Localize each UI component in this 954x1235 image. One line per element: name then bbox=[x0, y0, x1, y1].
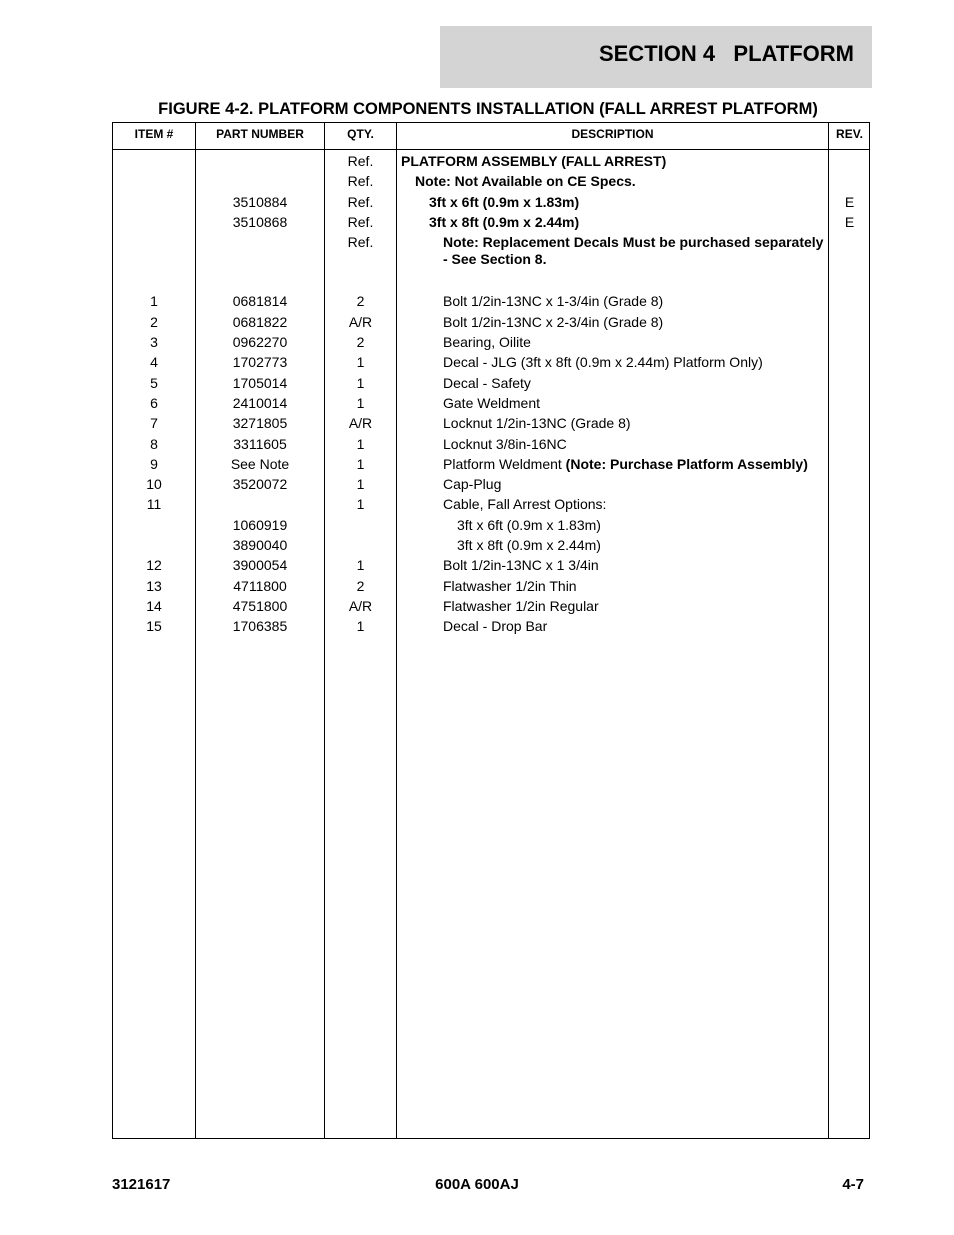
description: Note: Not Available on CE Specs. bbox=[415, 173, 636, 190]
part-number: 3510884 bbox=[232, 193, 288, 210]
table-row bbox=[113, 453, 869, 473]
description: Bolt 1/2in-13NC x 1 3/4in bbox=[443, 557, 599, 574]
item-number: 15 bbox=[146, 618, 162, 635]
table-row bbox=[113, 271, 869, 290]
table-row bbox=[113, 311, 869, 331]
table-row bbox=[113, 290, 869, 310]
quantity: 1 bbox=[356, 496, 365, 513]
description: Cable, Fall Arrest Options: bbox=[443, 496, 607, 513]
description: 3ft x 6ft (0.9m x 1.83m) bbox=[429, 193, 580, 210]
table-row bbox=[113, 575, 869, 595]
footer-document-number: 3121617 bbox=[112, 1176, 171, 1193]
part-number: 3520072 bbox=[232, 476, 288, 493]
table-row bbox=[113, 473, 869, 493]
quantity: 1 bbox=[356, 394, 365, 411]
header-rev: REV. bbox=[836, 127, 863, 141]
part-number: 3271805 bbox=[232, 415, 288, 432]
quantity: 1 bbox=[356, 476, 365, 493]
description: Bolt 1/2in-13NC x 2-3/4in (Grade 8) bbox=[443, 313, 664, 330]
footer-page-number: 4-7 bbox=[842, 1176, 864, 1193]
quantity: 1 bbox=[356, 557, 365, 574]
item-number: 1 bbox=[150, 293, 158, 310]
description: Flatwasher 1/2in Regular bbox=[443, 597, 599, 614]
description: Decal - Safety bbox=[443, 374, 531, 391]
description: 3ft x 8ft (0.9m x 2.44m) bbox=[429, 213, 580, 230]
quantity: 2 bbox=[356, 334, 365, 351]
quantity: Ref. bbox=[347, 213, 374, 230]
description: Flatwasher 1/2in Thin bbox=[443, 577, 577, 594]
section-title: SECTION 4 PLATFORM bbox=[598, 41, 854, 66]
part-number: 3311605 bbox=[233, 435, 287, 452]
table-row bbox=[113, 514, 869, 534]
item-number: 12 bbox=[146, 557, 162, 574]
quantity: 1 bbox=[356, 374, 365, 391]
item-number: 2 bbox=[150, 313, 158, 330]
table-row bbox=[113, 493, 869, 513]
quantity: 2 bbox=[356, 577, 365, 594]
quantity: A/R bbox=[348, 313, 373, 330]
description: 3ft x 8ft (0.9m x 2.44m) bbox=[457, 537, 601, 554]
item-number: 8 bbox=[150, 435, 158, 452]
table-row bbox=[113, 191, 869, 211]
item-number: 7 bbox=[150, 415, 158, 432]
header-part-number: PART NUMBER bbox=[216, 127, 304, 141]
quantity: 1 bbox=[356, 618, 365, 635]
table-row bbox=[113, 534, 869, 554]
part-number: 3900054 bbox=[232, 557, 288, 574]
description: Locknut 1/2in-13NC (Grade 8) bbox=[443, 415, 631, 432]
revision: E bbox=[844, 193, 855, 210]
part-number: 0681822 bbox=[232, 313, 288, 330]
part-number: 1702773 bbox=[232, 354, 288, 371]
description: Locknut 3/8in-16NC bbox=[443, 435, 567, 452]
quantity: A/R bbox=[348, 597, 373, 614]
figure-title: FIGURE 4-2. PLATFORM COMPONENTS INSTALLATION (FALL ARREST PLATFORM) bbox=[158, 100, 818, 118]
part-number: 1706385 bbox=[232, 618, 288, 635]
part-number: See Note bbox=[230, 455, 290, 472]
description bbox=[443, 456, 828, 473]
header-qty: QTY. bbox=[347, 127, 374, 141]
section-banner bbox=[440, 26, 872, 88]
item-number: 9 bbox=[150, 455, 158, 472]
part-number: 0962270 bbox=[232, 334, 288, 351]
table-body bbox=[113, 150, 869, 636]
description: PLATFORM ASSEMBLY (FALL ARREST) bbox=[401, 153, 667, 169]
description-note: (Note: Purchase Platform Assembly) bbox=[565, 455, 808, 472]
item-number: 14 bbox=[146, 597, 162, 614]
table-row bbox=[113, 231, 869, 271]
table-row bbox=[113, 595, 869, 615]
item-number: 6 bbox=[150, 394, 158, 411]
quantity: 1 bbox=[356, 435, 365, 452]
table-row bbox=[113, 433, 869, 453]
description: Bolt 1/2in-13NC x 1-3/4in (Grade 8) bbox=[443, 293, 664, 310]
part-number: 3890040 bbox=[232, 537, 288, 554]
part-number: 0681814 bbox=[232, 293, 288, 310]
quantity: Ref. bbox=[347, 234, 374, 251]
header-description: DESCRIPTION bbox=[571, 127, 654, 141]
item-number: 5 bbox=[150, 374, 158, 391]
description-text: Platform Weldment bbox=[443, 455, 566, 472]
header-item: ITEM # bbox=[134, 127, 174, 141]
table-row bbox=[113, 211, 869, 231]
quantity: Ref. bbox=[347, 153, 374, 169]
table-row bbox=[113, 331, 869, 351]
part-number: 1060919 bbox=[232, 516, 288, 533]
description: Note: Replacement Decals Must be purchased separately - See Section 8. bbox=[443, 234, 824, 268]
part-number: 3510868 bbox=[232, 213, 288, 230]
description: 3ft x 6ft (0.9m x 1.83m) bbox=[457, 516, 601, 533]
description: Gate Weldment bbox=[443, 394, 541, 411]
parts-table bbox=[112, 122, 870, 1139]
description: Cap-Plug bbox=[443, 476, 502, 493]
quantity: 1 bbox=[356, 455, 365, 472]
quantity: Ref. bbox=[347, 193, 374, 210]
part-number: 2410014 bbox=[232, 394, 288, 411]
quantity: 1 bbox=[356, 354, 365, 371]
part-number: 4751800 bbox=[232, 597, 288, 614]
quantity: Ref. bbox=[347, 173, 374, 190]
quantity: 2 bbox=[356, 293, 365, 310]
table-row bbox=[113, 170, 869, 190]
description: Decal - Drop Bar bbox=[443, 618, 548, 635]
table-row bbox=[113, 615, 869, 635]
revision: E bbox=[844, 213, 855, 230]
table-row bbox=[113, 412, 869, 432]
table-header bbox=[113, 123, 869, 150]
description: Decal - JLG (3ft x 8ft (0.9m x 2.44m) Platform Only) bbox=[443, 354, 763, 371]
description: Bearing, Oilite bbox=[443, 334, 531, 351]
footer-model: 600A 600AJ bbox=[435, 1176, 519, 1193]
item-number: 10 bbox=[146, 476, 162, 493]
item-number: 11 bbox=[146, 496, 162, 513]
table-row bbox=[113, 372, 869, 392]
table-row bbox=[113, 351, 869, 371]
item-number: 13 bbox=[146, 577, 162, 594]
quantity: A/R bbox=[348, 415, 373, 432]
table-row bbox=[113, 392, 869, 412]
part-number: 4711800 bbox=[233, 577, 287, 594]
item-number: 3 bbox=[150, 334, 158, 351]
table-row bbox=[113, 150, 869, 170]
part-number: 1705014 bbox=[232, 374, 288, 391]
item-number: 4 bbox=[150, 354, 158, 371]
table-row bbox=[113, 554, 869, 574]
